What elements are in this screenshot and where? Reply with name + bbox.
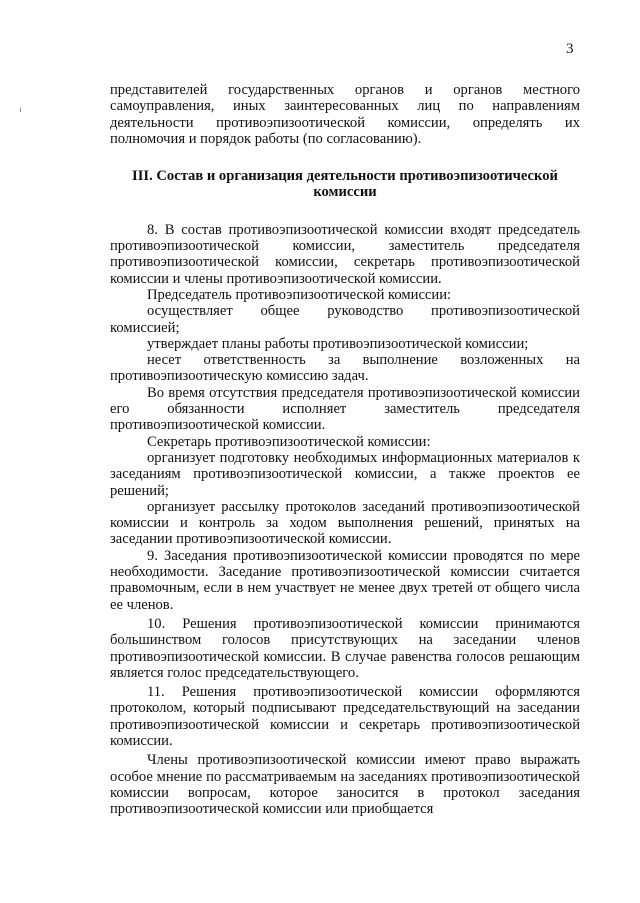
paragraph-chairman-duty-2: утверждает планы работы противоэпизоотической комиссии; [147,335,529,352]
paragraph-secretary-duty-2: организует рассылку протоколов заседаний противоэпизоотической комиссии и контроль за ходом выполнения решений, принятых на заседании противоэпизоотической комиссии. [110,498,580,548]
section-heading: III. Состав и организация деятельности противоэпизоотической комиссии [132,168,558,201]
paragraph-secretary-title: Секретарь противоэпизоотической комиссии: [147,433,431,450]
paragraph-chairman-title: Председатель противоэпизоотической комиссии: [147,286,452,303]
paragraph-9: 9. Заседания противоэпизоотической комиссии проводятся по мере необходимости. Заседание противоэпизоотической комиссии считается правомочным, если в нем участвует не менее двух третей от общего числа ее членов. [110,547,580,613]
page-number: 3 [566,41,574,57]
paragraph-10: 10. Решения противоэпизоотической комиссии принимаются большинством голосов присутствующих на заседании членов противоэпизоотической комиссии. В случае равенства голосов решающим является голос председательствующего. [110,615,580,681]
scan-artifact [20,108,21,112]
paragraph-secretary-duty-1: организует подготовку необходимых информационных материалов к заседаниям противоэпизоотической комиссии, а также проектов ее решений; [110,449,580,499]
document-body [110,82,580,817]
paragraph-chairman-duty-1: осуществляет общее руководство противоэпизоотической комиссией; [110,303,580,336]
intro-paragraph: представителей государственных органов и органов местного самоуправления, иных заинтересованных лиц по направлениям деятельности противоэпизоотической комиссии, определять их полномочия и порядок работы (по согласованию). [110,82,580,147]
paragraph-11: 11. Решения противоэпизоотической комиссии оформляются протоколом, который подписывают председательствующий на заседании противоэпизоотической комиссии и секретарь противоэпизоотической комиссии. [110,684,580,749]
paragraph-dissent: Члены противоэпизоотической комиссии имеют право выражать особое мнение по рассматриваемым на заседаниях противоэпизоотической комиссии вопросам, которое заносится в протокол заседания противоэпизоотической комиссии или приобщается [110,752,580,818]
paragraph-deputy: Во время отсутствия председателя противоэпизоотической комиссии его обязанности исполняет заместитель председателя противоэпизоотической комиссии. [110,384,580,434]
paragraph-8: 8. В состав противоэпизоотической комиссии входят председатель противоэпизоотической комиссии, заместитель председателя противоэпизоотической комиссии, секретарь противоэпизоотической комиссии и члены противоэпизоотической комиссии. [110,221,580,287]
paragraph-chairman-duty-3: несет ответственность за выполнение возложенных на противоэпизоотическую комиссию задач. [110,352,580,385]
